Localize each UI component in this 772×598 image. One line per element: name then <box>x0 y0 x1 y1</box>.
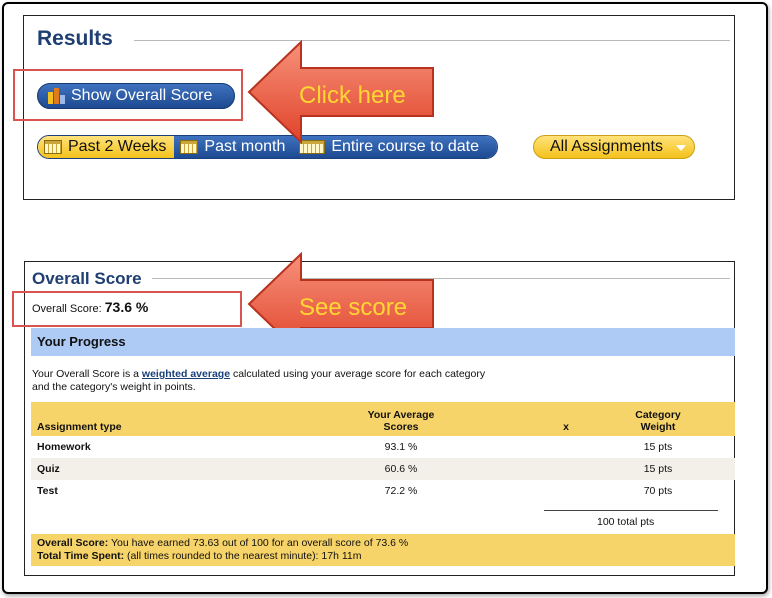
footer-time-line <box>37 550 729 563</box>
overall-score-title: Overall Score <box>32 269 142 288</box>
column-header: Your Average Scores <box>251 402 551 436</box>
assignments-dropdown-value: All Assignments <box>550 138 663 155</box>
table-row <box>31 458 735 480</box>
overall-score-line <box>32 299 148 315</box>
your-progress-heading: Your Progress <box>31 328 735 356</box>
weighted-average-link[interactable]: weighted average <box>141 368 231 380</box>
category-weight: 15 pts <box>643 441 673 453</box>
calendar-icon <box>180 140 198 154</box>
footer-score-text: You have earned 73.63 out of 100 for an overall score of 73.6 % <box>110 537 409 549</box>
assignment-type: Quiz <box>31 458 251 480</box>
score-summary-box <box>31 534 735 566</box>
overall-score-title-rule <box>152 278 730 279</box>
show-overall-score-label: Show Overall Score <box>71 87 213 104</box>
range-label: Entire course to date <box>331 138 479 155</box>
assignment-type: Homework <box>37 441 91 453</box>
range-past-2-weeks[interactable] <box>38 136 174 158</box>
total-divider <box>544 510 718 511</box>
footer-score-line <box>37 537 729 550</box>
progress-description <box>32 368 552 394</box>
category-weight: 70 pts <box>643 485 673 497</box>
overall-score-label: Overall Score: <box>32 303 102 315</box>
average-score: 60.6 % <box>251 458 551 480</box>
assignment-type: Test <box>37 485 58 497</box>
desc-suffix: calculated using your average score for each category <box>232 368 486 380</box>
chevron-down-icon <box>676 145 686 151</box>
table-row <box>31 436 735 458</box>
range-label: Past month <box>204 138 286 155</box>
total-points: 100 total pts <box>597 516 655 528</box>
footer-score-label: Overall Score: <box>37 537 109 549</box>
table-row <box>31 480 735 502</box>
bar-chart-icon <box>48 88 65 104</box>
footer-time-text: (all times rounded to the nearest minute): 17h 11m <box>127 550 362 562</box>
footer-time-label: Total Time Spent: <box>37 550 125 562</box>
category-weight: 15 pts <box>581 458 735 480</box>
average-score: 72.2 % <box>384 485 418 497</box>
column-header: Category Weight <box>581 402 735 436</box>
column-header: x <box>551 402 581 436</box>
overall-score-value: 73.6 % <box>104 299 149 315</box>
assignments-dropdown[interactable] <box>533 135 695 159</box>
column-header: Assignment type <box>31 402 251 436</box>
results-title: Results <box>37 27 113 50</box>
see-score-label: See score <box>299 294 408 321</box>
category-scores-table <box>31 402 735 502</box>
desc-prefix: Your Overall Score is a <box>32 368 139 380</box>
show-overall-score-button[interactable] <box>37 83 235 109</box>
average-score: 93.1 % <box>384 441 418 453</box>
calendar-icon <box>44 140 62 154</box>
range-label: Past 2 Weeks <box>68 138 167 155</box>
click-here-label: Click here <box>299 82 406 109</box>
desc-line2: and the category's weight in points. <box>32 381 196 393</box>
